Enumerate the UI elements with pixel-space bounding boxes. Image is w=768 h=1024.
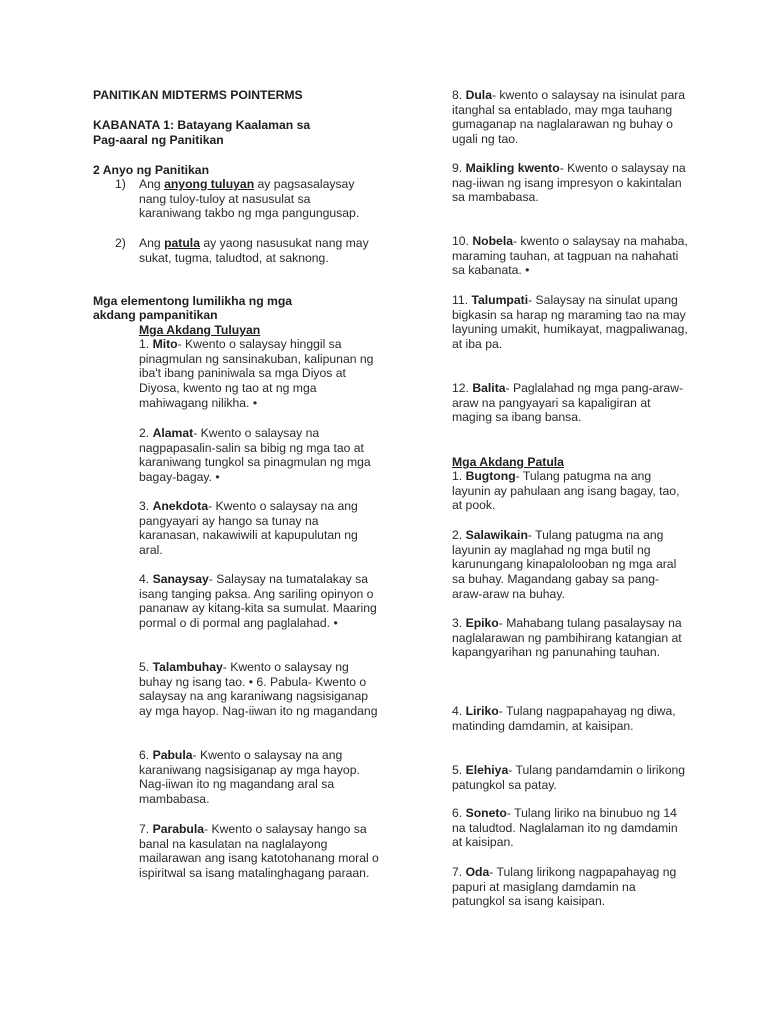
entry-desc: - Tulang pandamdamin o lirikong patungkol sa patay. bbox=[452, 763, 686, 792]
entry-term: Epiko bbox=[465, 616, 499, 630]
entry-term: Mito bbox=[152, 337, 178, 351]
patula-entry bbox=[452, 704, 688, 733]
tuluyan-entry bbox=[139, 499, 379, 558]
entry-number: 10. bbox=[452, 234, 473, 248]
chapter-heading-line2: Pag-aaral ng Panitikan bbox=[93, 133, 224, 147]
anyo-item-text bbox=[139, 177, 369, 221]
patula-entry bbox=[452, 806, 688, 850]
entry-term: Salawikain bbox=[465, 528, 528, 542]
elemento-heading-line2: akdang pampanitikan bbox=[93, 308, 218, 322]
entry-number: 6. bbox=[139, 748, 153, 762]
anyo-item-desc: ay pagsasalaysay nang tuloy-tuloy at nasusulat sa karaniwang takbo ng mga pangungusap. bbox=[139, 177, 360, 221]
entry-number: 1. bbox=[139, 337, 153, 351]
entry-number: 11. bbox=[452, 293, 472, 307]
anyo-item-prefix: Ang bbox=[139, 177, 165, 191]
anyo-item-term: anyong tuluyan bbox=[164, 177, 255, 191]
anyo-item-prefix: Ang bbox=[139, 236, 165, 250]
entry-term: Sanaysay bbox=[152, 572, 209, 586]
tuluyan-entry bbox=[139, 748, 379, 807]
anyo-item-number: 2) bbox=[115, 236, 126, 250]
entry-number: 2. bbox=[139, 426, 153, 440]
entry-desc: - Salaysay na sinulat upang bigkasin sa harap ng maraming tao na may layuning umakit, humikayat, magpaliwanag, at iba pa. bbox=[452, 293, 688, 352]
entry-desc: - Kwento o salaysay na nagpapasalin-salin sa bibig ng mga tao at karaniwang tungkol sa pinagmulan ng mga bagay-bagay. • bbox=[139, 426, 371, 485]
entry-term: Bugtong bbox=[465, 469, 516, 483]
entry-number: 8. bbox=[452, 88, 466, 102]
entry-number: 1. bbox=[452, 469, 466, 483]
tuluyan-entry bbox=[452, 88, 688, 147]
tuluyan-entry bbox=[452, 381, 688, 425]
entry-desc: - Kwento o salaysay hango sa banal na kasulatan na naglalayong mailarawan ang isang katotohanang moral o ispiritwal sa isang matalinghagang paraan. bbox=[139, 822, 379, 881]
entry-term: Pabula bbox=[152, 748, 193, 762]
entry-desc: - Paglalahad ng mga pang-araw-araw na pangyayari sa kapaligiran at maging sa ibang bansa. bbox=[452, 381, 684, 425]
anyo-item-number: 1) bbox=[115, 177, 126, 191]
entry-number: 2. bbox=[452, 528, 466, 542]
tuluyan-entry bbox=[139, 572, 379, 631]
entry-number: 4. bbox=[139, 572, 153, 586]
patula-entry bbox=[452, 616, 688, 660]
entry-desc: - Kwento o salaysay ng buhay ng isang tao. • 6. Pabula- Kwento o salaysay na ang karaniwang nagsisiganap ay mga hayop. Nag-iiwan ito ng magandang bbox=[139, 660, 378, 719]
entry-desc: - Tulang patugma na ang layunin ay pahulaan ang isang bagay, tao, at pook. bbox=[452, 469, 680, 513]
anyo-heading: 2 Anyo ng Panitikan bbox=[93, 163, 210, 177]
entry-term: Dula bbox=[465, 88, 492, 102]
entry-number: 4. bbox=[452, 704, 466, 718]
entry-desc: - Salaysay na tumatalakay sa isang tanging paksa. Ang sariling opinyon o pananaw ay kitang-kita sa sumulat. Maaring pormal o di pormal ang paglalahad. • bbox=[139, 572, 377, 631]
anyo-item-desc: ay yaong nasusukat nang may sukat, tugma, taludtod, at saknong. bbox=[139, 236, 369, 265]
entry-term: Alamat bbox=[152, 426, 194, 440]
tuluyan-entry bbox=[139, 660, 379, 719]
entry-term: Talumpati bbox=[471, 293, 529, 307]
entry-term: Parabula bbox=[152, 822, 205, 836]
entry-number: 3. bbox=[139, 499, 153, 513]
anyo-item-text bbox=[139, 236, 369, 265]
entry-term: Oda bbox=[465, 865, 490, 879]
entry-term: Soneto bbox=[465, 806, 507, 820]
elemento-heading-line1: Mga elementong lumilikha ng mga bbox=[93, 294, 293, 308]
entry-desc: - Kwento o salaysay na ang karaniwang nagsisiganap ay mga hayop. Nag-iiwan ito ng magandang aral sa mambabasa. bbox=[139, 748, 360, 807]
entry-number: 3. bbox=[452, 616, 466, 630]
entry-desc: - Tulang patugma na ang layunin ay maglahad ng mga butil ng karunungang kinapalolooban ng mga aral sa buhay. Magandang gabay sa pang-araw-araw na buhay. bbox=[452, 528, 677, 601]
entry-number: 7. bbox=[139, 822, 153, 836]
patula-entry bbox=[452, 528, 688, 602]
patula-entry bbox=[452, 763, 688, 792]
entry-desc: - kwento o salaysay na mahaba, maraming tauhan, at tagpuan na nahahati sa kabanata. • bbox=[452, 234, 688, 278]
entry-term: Talambuhay bbox=[152, 660, 223, 674]
entry-number: 12. bbox=[452, 381, 473, 395]
entry-number: 5. bbox=[452, 763, 466, 777]
entry-number: 9. bbox=[452, 161, 466, 175]
entry-desc: - Kwento o salaysay na ang pangyayari ay hango sa tunay na karanasan, nakawiwili at kapupulutan ng aral. bbox=[139, 499, 358, 558]
patula-heading: Mga Akdang Patula bbox=[452, 455, 564, 469]
entry-number: 6. bbox=[452, 806, 466, 820]
entry-term: Balita bbox=[472, 381, 506, 395]
entry-desc: - Mahabang tulang pasalaysay na naglalarawan ng pambihirang katangian at kapangyarihan ng panunahing tauhan. bbox=[452, 616, 682, 660]
entry-term: Anekdota bbox=[152, 499, 209, 513]
entry-term: Maikling kwento bbox=[465, 161, 560, 175]
document-title: PANITIKAN MIDTERMS POINTERMS bbox=[93, 88, 303, 102]
tuluyan-entry bbox=[139, 426, 379, 485]
entry-desc: - Kwento o salaysay hinggil sa pinagmulan ng sansinakuban, kalipunan ng iba't ibang paniniwala sa mga Diyos at Diyosa, kwento ng tao at ng mga mahiwagang nilikha. • bbox=[139, 337, 374, 410]
chapter-heading-line1: KABANATA 1: Batayang Kaalaman sa bbox=[93, 118, 311, 132]
patula-entry bbox=[452, 865, 688, 909]
entry-desc: - kwento o salaysay na isinulat para itanghal sa entablado, may mga tauhang gumaganap na naglalarawan ng buhay o ugali ng tao. bbox=[452, 88, 686, 147]
tuluyan-entry bbox=[452, 234, 688, 278]
entry-term: Elehiya bbox=[465, 763, 509, 777]
entry-desc: - Tulang nagpapahayag ng diwa, matinding damdamin, at kaisipan. bbox=[452, 704, 676, 733]
tuluyan-entry bbox=[452, 293, 688, 352]
entry-term: Nobela bbox=[472, 234, 513, 248]
entry-desc: - Tulang lirikong nagpapahayag ng papuri at masiglang damdamin na patungkol sa isang kaisipan. bbox=[452, 865, 677, 909]
entry-number: 7. bbox=[452, 865, 466, 879]
tuluyan-entry bbox=[139, 822, 379, 881]
tuluyan-entry bbox=[452, 161, 688, 205]
entry-desc: - Kwento o salaysay na nag-iiwan ng isang impresyon o kakintalan sa mambabasa. bbox=[452, 161, 686, 205]
tuluyan-heading: Mga Akdang Tuluyan bbox=[139, 323, 261, 337]
entry-desc: - Tulang liriko na binubuo ng 14 na taludtod. Naglalaman ito ng damdamin at kaisipan. bbox=[452, 806, 678, 850]
entry-term: Liriko bbox=[465, 704, 499, 718]
anyo-item-term: patula bbox=[164, 236, 200, 250]
tuluyan-entry bbox=[139, 337, 379, 411]
entry-number: 5. bbox=[139, 660, 153, 674]
patula-entry bbox=[452, 469, 688, 513]
